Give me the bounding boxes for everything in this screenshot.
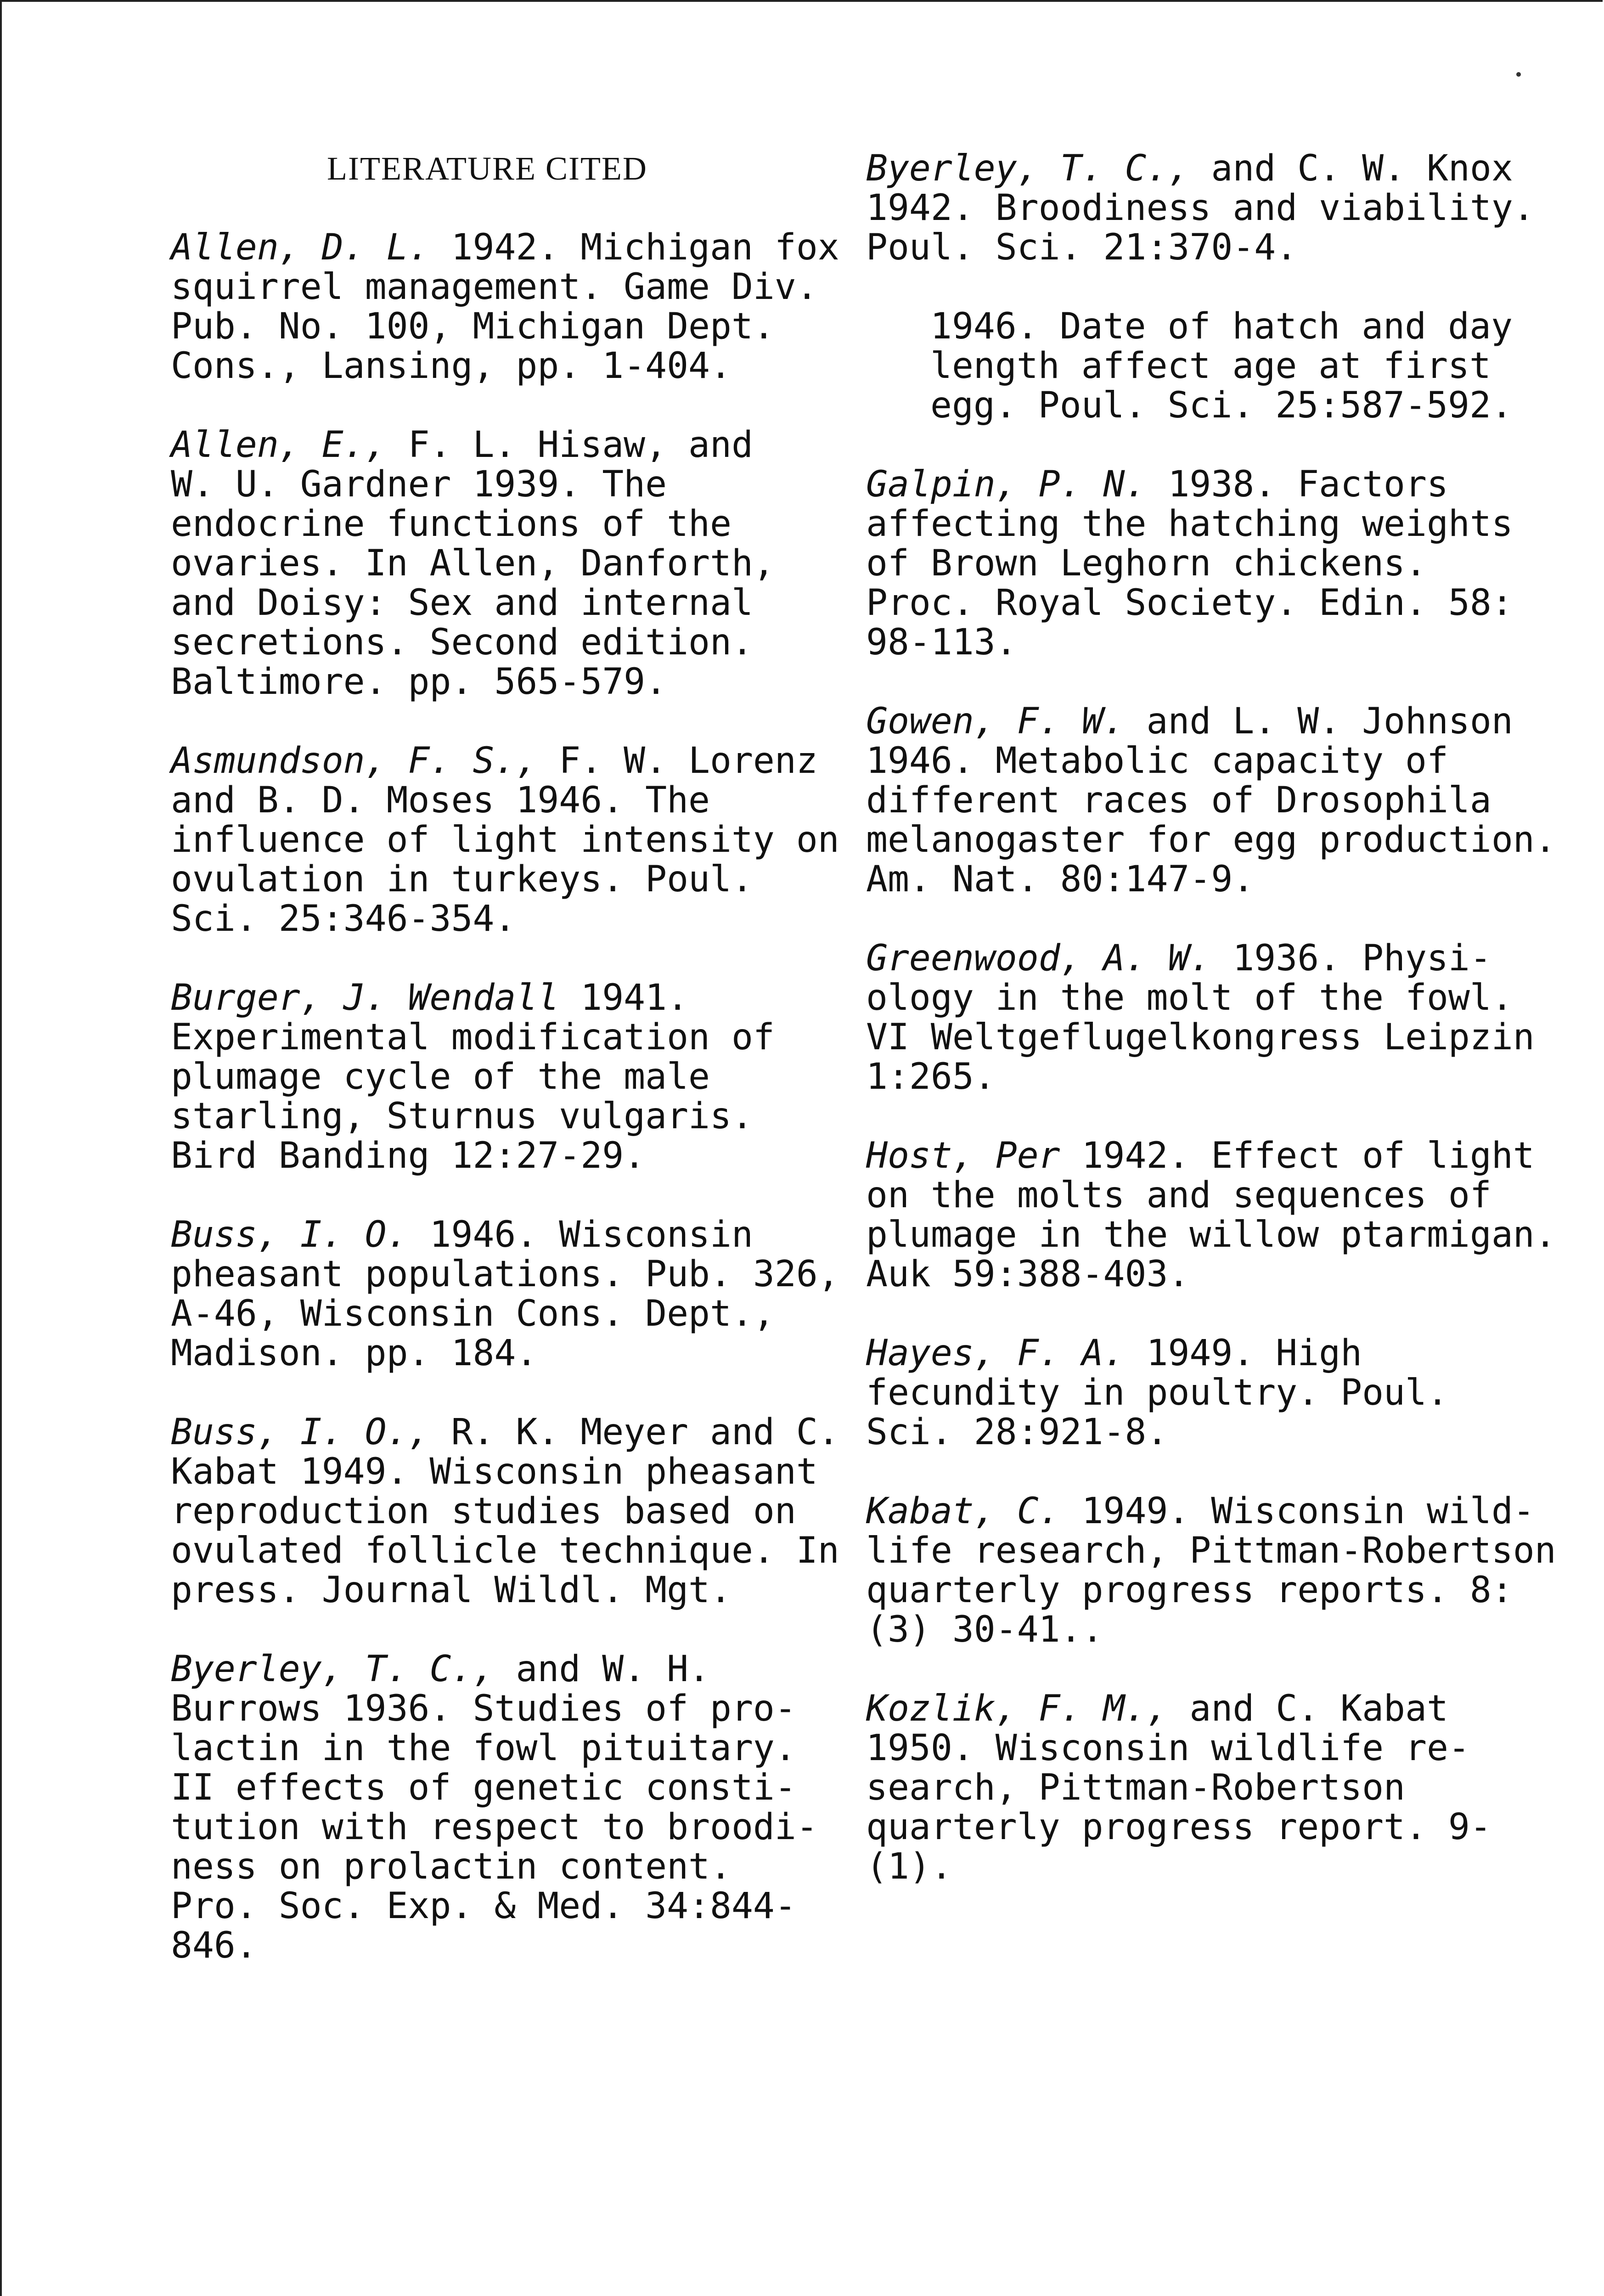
reference-entry [866, 701, 1556, 900]
reference-text: Pro. Soc. Exp. & Med. 34:844- [171, 1885, 796, 1927]
reference-entry [171, 425, 814, 702]
reference-text: 846. [171, 1925, 257, 1966]
reference-text: Baltimore. pp. 565-579. [171, 661, 667, 703]
reference-text: 1942. Michigan fox [429, 227, 839, 268]
reference-text: Proc. Royal Society. Edin. 58: [866, 582, 1513, 624]
reference-line [866, 1530, 1556, 1571]
reference-line [866, 1017, 1535, 1058]
reference-entry [171, 1214, 839, 1374]
reference-line [171, 899, 814, 939]
reference-text: tution with respect to broodi- [171, 1806, 818, 1848]
reference-line [866, 228, 1509, 267]
reference-author: Asmundson, F. S., [171, 740, 538, 782]
reference-author: Burger, J. Wendall [171, 977, 559, 1019]
reference-text: 1949. High [1125, 1333, 1362, 1374]
reference-text: ovulated follicle technique. In [171, 1530, 839, 1571]
reference-text: 1936. Physi- [1211, 938, 1491, 979]
reference-text: and Doisy: Sex and internal [171, 582, 753, 624]
reference-text: F. W. Lorenz [537, 740, 818, 782]
reference-author: Greenwood, A. W. [866, 938, 1211, 979]
reference-text: reproduction studies based on [171, 1491, 796, 1532]
reference-text: VI Weltgeflugelkongress Leipzin [866, 1017, 1535, 1058]
reference-line [866, 1412, 1509, 1452]
reference-line [866, 781, 1509, 820]
reference-line [171, 623, 814, 662]
reference-text: (1). [866, 1846, 952, 1887]
reference-line [171, 1294, 814, 1334]
reference-author: Kozlik, F. M., [866, 1688, 1168, 1729]
reference-line [866, 1214, 1556, 1255]
reference-line [171, 1689, 814, 1728]
reference-text: different races of Drosophila [866, 780, 1491, 821]
reference-entry [866, 1689, 1509, 1886]
reference-text: II effects of genetic consti- [171, 1767, 796, 1808]
reference-text: Kabat 1949. Wisconsin pheasant [171, 1451, 818, 1492]
reference-text: fecundity in poultry. Poul. [866, 1372, 1448, 1413]
reference-line [866, 1847, 1509, 1886]
reference-text: Burrows 1936. Studies of pro- [171, 1688, 796, 1729]
right-column [866, 148, 1556, 1926]
reference-entry [866, 306, 1513, 426]
reference-author: Gowen, F. W. [866, 701, 1125, 742]
reference-text: and L. W. Johnson [1125, 701, 1513, 742]
reference-line [171, 1136, 814, 1176]
reference-line [171, 1057, 814, 1097]
reference-text: F. L. Hisaw, and [386, 424, 753, 466]
reference-line [866, 503, 1513, 545]
reference-line [171, 583, 814, 623]
reference-line [171, 1530, 839, 1571]
reference-text: 1:265. [866, 1056, 996, 1097]
reference-line [866, 465, 1509, 504]
reference-line [866, 306, 1513, 347]
reference-line [171, 740, 818, 782]
reference-text: Sci. 28:921-8. [866, 1412, 1168, 1453]
reference-line [171, 465, 814, 504]
reference-text: and B. D. Moses 1946. The [171, 780, 710, 821]
section-heading: LITERATURE CITED [327, 150, 647, 187]
reference-text: endocrine functions of the [171, 503, 732, 545]
reference-line [866, 819, 1556, 861]
reference-text: 1938. Factors [1146, 464, 1448, 505]
reference-text: pheasant populations. Pub. 326, [171, 1254, 839, 1295]
left-column [171, 149, 839, 2005]
reference-line [866, 741, 1509, 781]
reference-entry [171, 227, 839, 387]
reference-line [171, 662, 814, 702]
reference-line [866, 977, 1513, 1019]
reference-line [171, 346, 814, 386]
reference-text: lactin in the fowl pituitary. [171, 1728, 796, 1769]
reference-author: Kabat, C. [866, 1491, 1060, 1532]
reference-text: secretions. Second edition. [171, 622, 753, 663]
reference-line [171, 1334, 814, 1373]
reference-text: Auk 59:388-403. [866, 1254, 1190, 1295]
reference-text: Experimental modification of [171, 1017, 775, 1058]
reference-text: ovulation in turkeys. Poul. [171, 859, 753, 900]
reference-text: plumage in the willow ptarmigan. [866, 1214, 1556, 1255]
reference-line [866, 1570, 1513, 1611]
reference-author: Galpin, P. N. [866, 464, 1147, 505]
reference-text: R. K. Meyer and C. [429, 1412, 839, 1453]
reference-line [866, 701, 1513, 742]
reference-line [171, 1728, 814, 1768]
reference-line [171, 425, 814, 465]
reference-text: Pub. No. 100, Michigan Dept. [171, 306, 775, 347]
reference-entry [171, 1649, 818, 1966]
reference-line [866, 1768, 1509, 1807]
reference-entry [171, 1412, 839, 1611]
reference-line [171, 978, 814, 1018]
reference-line [866, 1807, 1509, 1847]
reference-entry [866, 1135, 1556, 1295]
reference-author: Byerley, T. C., [866, 148, 1190, 189]
reference-line [171, 1097, 814, 1136]
reference-text: 1942. Effect of light [1060, 1135, 1535, 1176]
reference-text: squirrel management. Game Div. [171, 266, 818, 308]
reference-line [171, 307, 814, 346]
reference-author: Buss, I. O. [171, 1214, 408, 1255]
reference-line [171, 860, 814, 899]
reference-author: Allen, D. L. [171, 227, 430, 268]
reference-text: Bird Banding 12:27-29. [171, 1135, 646, 1176]
reference-text: 1942. Broodiness and viability. [866, 187, 1535, 229]
reference-author: Buss, I. O., [171, 1412, 430, 1453]
reference-text: ness on prolactin content. [171, 1846, 732, 1887]
reference-text: ovaries. In Allen, Danforth, [171, 543, 775, 584]
reference-line [866, 1610, 1509, 1649]
reference-text: on the molts and sequences of [866, 1175, 1491, 1216]
reference-text: and W. H. [494, 1649, 710, 1690]
reference-text: quarterly progress report. 9- [866, 1806, 1491, 1848]
reference-author: Hayes, F. A. [866, 1333, 1125, 1374]
reference-text: 1949. Wisconsin wild- [1060, 1491, 1535, 1532]
reference-line [171, 781, 814, 820]
reference-entry [171, 740, 839, 940]
reference-entry [866, 938, 1535, 1097]
reference-line [866, 623, 1509, 662]
reference-line [866, 1057, 1509, 1097]
reference-entry [866, 1491, 1556, 1650]
reference-entry [866, 148, 1535, 268]
reference-line [866, 1373, 1509, 1412]
reference-text: 1950. Wisconsin wildlife re- [866, 1728, 1470, 1769]
reference-text: press. Journal Wildl. Mgt. [171, 1570, 732, 1611]
reference-entry [866, 464, 1513, 663]
reference-text: of Brown Leghorn chickens. [866, 543, 1427, 584]
reference-line [866, 1689, 1509, 1728]
reference-line [866, 544, 1509, 583]
reference-line [171, 544, 814, 583]
reference-line [171, 1018, 814, 1057]
reference-text: egg. Poul. Sci. 25:587-592. [930, 385, 1513, 426]
reference-line [866, 1491, 1535, 1532]
reference-text: life research, Pittman-Robertson [866, 1530, 1556, 1571]
reference-text: 1946. Wisconsin [408, 1214, 753, 1255]
reference-line [866, 860, 1509, 899]
reference-entry [171, 978, 814, 1176]
reference-line [866, 939, 1509, 978]
reference-line [171, 504, 814, 544]
reference-text: quarterly progress reports. 8: [866, 1570, 1513, 1611]
reference-text: affecting the hatching weights [866, 503, 1513, 545]
reference-line [866, 1334, 1509, 1373]
reference-text: and C. W. Knox [1189, 148, 1513, 189]
reference-line [171, 1412, 839, 1453]
reference-text: Am. Nat. 80:147-9. [866, 859, 1255, 900]
reference-line [171, 1649, 814, 1689]
reference-text: and C. Kabat [1168, 1688, 1448, 1729]
reference-text: 1946. Date of hatch and day [930, 306, 1513, 347]
reference-author: Host, Per [866, 1135, 1060, 1176]
reference-line [866, 1728, 1509, 1768]
reference-line [866, 1135, 1535, 1176]
scan-speck [1516, 72, 1521, 77]
reference-text: melanogaster for egg production. [866, 819, 1556, 861]
reference-line [866, 1255, 1509, 1294]
reference-author: Allen, E., [171, 424, 387, 466]
reference-line [171, 1215, 814, 1255]
reference-line [866, 148, 1513, 189]
reference-line [171, 1886, 814, 1926]
reference-text: Madison. pp. 184. [171, 1333, 538, 1374]
reference-text: influence of light intensity on [171, 819, 839, 861]
reference-text: Poul. Sci. 21:370-4. [866, 227, 1298, 268]
reference-text: Cons., Lansing, pp. 1-404. [171, 345, 732, 387]
reference-line [171, 1847, 814, 1886]
reference-text: 1941. [559, 977, 689, 1019]
reference-text: plumage cycle of the male [171, 1056, 710, 1097]
reference-text: search, Pittman-Robertson [866, 1767, 1405, 1808]
reference-text: length affect age at first [930, 345, 1491, 387]
reference-text: (3) 30-41.. [866, 1609, 1103, 1650]
reference-text: starling, Sturnus vulgaris. [171, 1096, 753, 1137]
reference-line [866, 1176, 1509, 1215]
reference-line [171, 1491, 814, 1531]
reference-text: 98-113. [866, 622, 1017, 663]
reference-text: A-46, Wisconsin Cons. Dept., [171, 1293, 775, 1334]
reference-author: Byerley, T. C., [171, 1649, 495, 1690]
reference-line [171, 1570, 814, 1610]
reference-text: 1946. Metabolic capacity of [866, 740, 1448, 782]
reference-line [866, 582, 1513, 624]
reference-line [171, 819, 839, 861]
reference-line [866, 187, 1535, 229]
reference-line [171, 266, 818, 308]
reference-line [171, 227, 839, 268]
reference-line [866, 346, 1509, 386]
reference-line [171, 1254, 839, 1295]
reference-text: ology in the molt of the fowl. [866, 977, 1513, 1019]
reference-line [866, 385, 1513, 426]
reference-line [171, 1768, 814, 1807]
reference-text: W. U. Gardner 1939. The [171, 464, 667, 505]
reference-entry [866, 1334, 1509, 1452]
reference-line [171, 1451, 818, 1492]
reference-line [171, 1926, 814, 1965]
reference-text: Sci. 25:346-354. [171, 898, 516, 940]
reference-line [171, 1806, 818, 1848]
